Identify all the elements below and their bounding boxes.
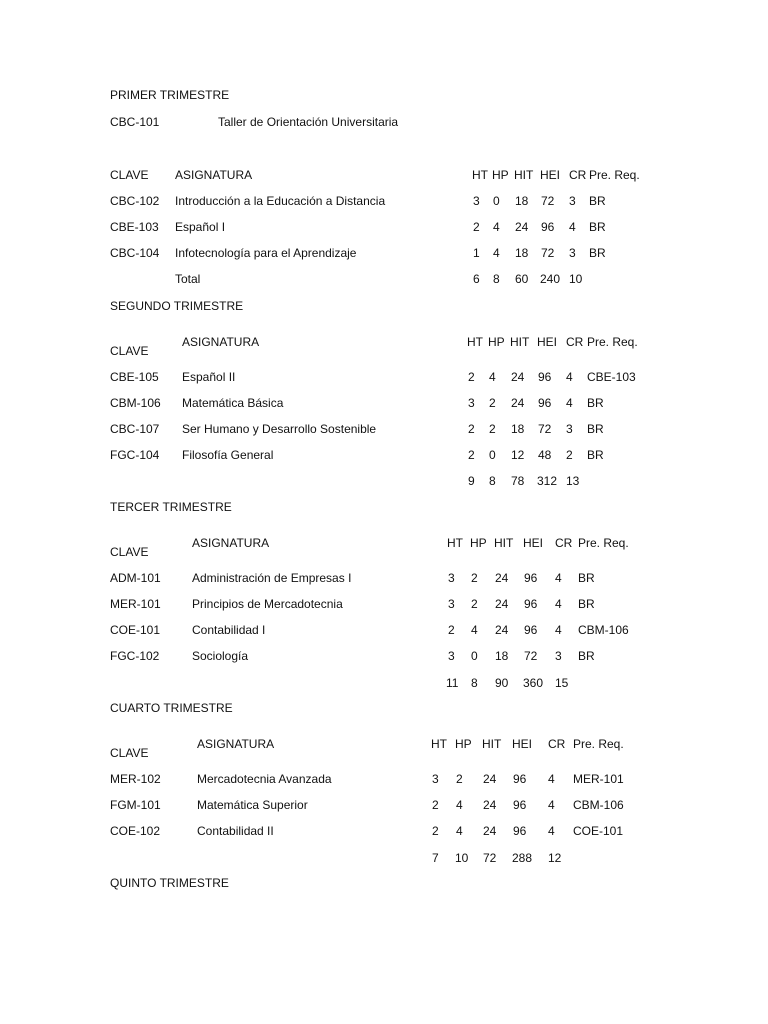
row-asignatura: Contabilidad I: [192, 623, 266, 637]
row-ht: 3: [468, 396, 475, 410]
header-cr: CR: [555, 536, 573, 550]
row-prereq: CBM-106: [573, 798, 624, 812]
row-clave: FGC-104: [110, 448, 160, 462]
header-clave: CLAVE: [110, 746, 149, 760]
row-prereq: CBE-103: [587, 370, 636, 384]
row-ht: 3: [448, 649, 455, 663]
row-asignatura: Español II: [182, 370, 236, 384]
total-hei: 240: [540, 272, 561, 286]
row-cr: 4: [566, 396, 573, 410]
row-prereq: BR: [587, 396, 604, 410]
header-prereq: Pre. Req.: [587, 335, 638, 349]
row-hei: 96: [524, 597, 538, 611]
total-hit: 90: [495, 676, 509, 690]
row-clave: CBC-102: [110, 194, 160, 208]
row-hp: 2: [471, 597, 478, 611]
total-label: Total: [175, 272, 201, 286]
row-clave: CBE-105: [110, 370, 159, 384]
row-clave: MER-102: [110, 772, 161, 786]
row-hei: 96: [524, 571, 538, 585]
row-ht: 2: [468, 370, 475, 384]
section-title: CUARTO TRIMESTRE: [110, 701, 233, 715]
row-hp: 0: [489, 448, 496, 462]
row-hit: 24: [495, 571, 509, 585]
row-hp: 4: [456, 798, 463, 812]
total-ht: 11: [446, 676, 459, 690]
row-hp: 2: [489, 396, 496, 410]
total-ht: 6: [473, 272, 480, 286]
header-hit: HIT: [510, 335, 530, 349]
row-prereq: MER-101: [573, 772, 624, 786]
total-ht: 9: [468, 474, 475, 488]
header-prereq: Pre. Req.: [573, 737, 624, 751]
row-ht: 2: [468, 448, 475, 462]
total-hei: 360: [523, 676, 544, 690]
row-cr: 4: [566, 370, 573, 384]
total-hp: 8: [493, 272, 500, 286]
row-hp: 4: [489, 370, 496, 384]
row-ht: 2: [448, 623, 455, 637]
row-clave: MER-101: [110, 597, 161, 611]
row-hei: 96: [538, 396, 552, 410]
row-hei: 96: [513, 798, 527, 812]
row-cr: 4: [548, 772, 555, 786]
row-hit: 24: [515, 220, 529, 234]
row-asignatura: Matemática Básica: [182, 396, 284, 410]
row-hei: 72: [538, 422, 552, 436]
header-hit: HIT: [482, 737, 502, 751]
header-hei: HEI: [540, 168, 561, 182]
header-hit: HIT: [494, 536, 514, 550]
section-title: PRIMER TRIMESTRE: [110, 88, 230, 102]
header-cr: CR: [548, 737, 566, 751]
row-prereq: BR: [589, 220, 606, 234]
intro-course-code: CBC-101: [110, 115, 160, 129]
row-asignatura: Principios de Mercadotecnia: [192, 597, 343, 611]
row-hei: 96: [524, 623, 538, 637]
section-title: SEGUNDO TRIMESTRE: [110, 299, 244, 313]
row-hei: 96: [513, 824, 527, 838]
row-asignatura: Matemática Superior: [197, 798, 308, 812]
row-clave: FGC-102: [110, 649, 160, 663]
row-hei: 72: [541, 194, 555, 208]
header-prereq: Pre. Req.: [589, 168, 640, 182]
row-cr: 4: [569, 220, 576, 234]
row-hei: 96: [538, 370, 552, 384]
header-clave: CLAVE: [110, 545, 149, 559]
row-hp: 0: [493, 194, 500, 208]
row-cr: 4: [548, 824, 555, 838]
header-clave: CLAVE: [110, 168, 149, 182]
row-asignatura: Ser Humano y Desarrollo Sostenible: [182, 422, 377, 436]
row-hit: 18: [515, 246, 529, 260]
total-hit: 78: [511, 474, 525, 488]
header-clave: CLAVE: [110, 344, 149, 358]
row-clave: CBM-106: [110, 396, 161, 410]
row-hit: 24: [483, 772, 497, 786]
header-asignatura: ASIGNATURA: [182, 335, 260, 349]
header-hit: HIT: [514, 168, 534, 182]
total-hit: 72: [483, 851, 497, 865]
row-prereq: BR: [578, 597, 595, 611]
row-prereq: BR: [578, 649, 595, 663]
row-clave: CBE-103: [110, 220, 159, 234]
row-hit: 24: [495, 597, 509, 611]
row-asignatura: Filosofía General: [182, 448, 274, 462]
row-asignatura: Contabilidad II: [197, 824, 274, 838]
row-hp: 4: [493, 220, 500, 234]
total-hp: 8: [489, 474, 496, 488]
total-cr: 10: [569, 272, 583, 286]
row-cr: 3: [569, 194, 576, 208]
row-clave: COE-102: [110, 824, 161, 838]
row-asignatura: Administración de Empresas I: [192, 571, 352, 585]
row-hit: 24: [483, 798, 497, 812]
row-clave: FGM-101: [110, 798, 161, 812]
row-hit: 18: [515, 194, 529, 208]
row-clave: CBC-104: [110, 246, 160, 260]
row-hp: 0: [471, 649, 478, 663]
total-hit: 60: [515, 272, 529, 286]
total-cr: 13: [566, 474, 580, 488]
row-hp: 4: [493, 246, 500, 260]
row-prereq: BR: [589, 246, 606, 260]
header-hei: HEI: [512, 737, 533, 751]
total-hei: 312: [537, 474, 558, 488]
row-hit: 18: [511, 422, 525, 436]
row-hei: 72: [541, 246, 555, 260]
row-hit: 12: [511, 448, 525, 462]
row-hit: 24: [511, 370, 525, 384]
row-prereq: CBM-106: [578, 623, 629, 637]
header-hei: HEI: [523, 536, 544, 550]
total-hei: 288: [512, 851, 533, 865]
row-hei: 96: [541, 220, 555, 234]
header-prereq: Pre. Req.: [578, 536, 629, 550]
row-ht: 3: [473, 194, 480, 208]
row-prereq: BR: [589, 194, 606, 208]
row-ht: 2: [432, 824, 439, 838]
header-asignatura: ASIGNATURA: [192, 536, 270, 550]
total-ht: 7: [432, 851, 439, 865]
row-hit: 24: [495, 623, 509, 637]
row-prereq: BR: [578, 571, 595, 585]
total-hp: 10: [455, 851, 469, 865]
row-asignatura: Español I: [175, 220, 226, 234]
row-asignatura: Sociología: [192, 649, 249, 663]
row-hp: 4: [456, 824, 463, 838]
row-ht: 1: [473, 246, 480, 260]
header-hp: HP: [492, 168, 509, 182]
header-hei: HEI: [537, 335, 558, 349]
row-cr: 4: [548, 798, 555, 812]
row-clave: ADM-101: [110, 571, 161, 585]
header-hp: HP: [470, 536, 487, 550]
row-clave: COE-101: [110, 623, 161, 637]
row-ht: 3: [448, 571, 455, 585]
row-hit: 18: [495, 649, 509, 663]
header-ht: HT: [467, 335, 483, 349]
row-ht: 2: [468, 422, 475, 436]
row-hei: 48: [538, 448, 552, 462]
header-hp: HP: [488, 335, 505, 349]
row-cr: 3: [555, 649, 562, 663]
row-asignatura: Mercadotecnia Avanzada: [197, 772, 332, 786]
row-hp: 2: [456, 772, 463, 786]
row-hp: 2: [489, 422, 496, 436]
row-clave: CBC-107: [110, 422, 160, 436]
row-ht: 3: [432, 772, 439, 786]
header-ht: HT: [447, 536, 463, 550]
section-title: QUINTO TRIMESTRE: [110, 876, 229, 890]
row-cr: 4: [555, 623, 562, 637]
row-asignatura: Introducción a la Educación a Distancia: [175, 194, 386, 208]
row-hei: 72: [524, 649, 538, 663]
header-ht: HT: [472, 168, 488, 182]
header-hp: HP: [455, 737, 472, 751]
row-cr: 3: [569, 246, 576, 260]
header-cr: CR: [566, 335, 584, 349]
header-asignatura: ASIGNATURA: [197, 737, 275, 751]
row-hit: 24: [511, 396, 525, 410]
row-ht: 3: [448, 597, 455, 611]
row-ht: 2: [432, 798, 439, 812]
row-asignatura: Infotecnología para el Aprendizaje: [175, 246, 357, 260]
row-prereq: BR: [587, 448, 604, 462]
total-cr: 12: [548, 851, 562, 865]
row-hp: 4: [471, 623, 478, 637]
header-ht: HT: [431, 737, 447, 751]
row-cr: 2: [566, 448, 573, 462]
row-hit: 24: [483, 824, 497, 838]
row-prereq: COE-101: [573, 824, 624, 838]
row-hp: 2: [471, 571, 478, 585]
intro-course-name: Taller de Orientación Universitaria: [218, 115, 399, 129]
row-prereq: BR: [587, 422, 604, 436]
total-hp: 8: [471, 676, 478, 690]
header-asignatura: ASIGNATURA: [175, 168, 253, 182]
row-cr: 3: [566, 422, 573, 436]
row-hei: 96: [513, 772, 527, 786]
row-ht: 2: [473, 220, 480, 234]
section-title: TERCER TRIMESTRE: [110, 500, 232, 514]
row-cr: 4: [555, 597, 562, 611]
row-cr: 4: [555, 571, 562, 585]
total-cr: 15: [555, 676, 569, 690]
header-cr: CR: [569, 168, 587, 182]
